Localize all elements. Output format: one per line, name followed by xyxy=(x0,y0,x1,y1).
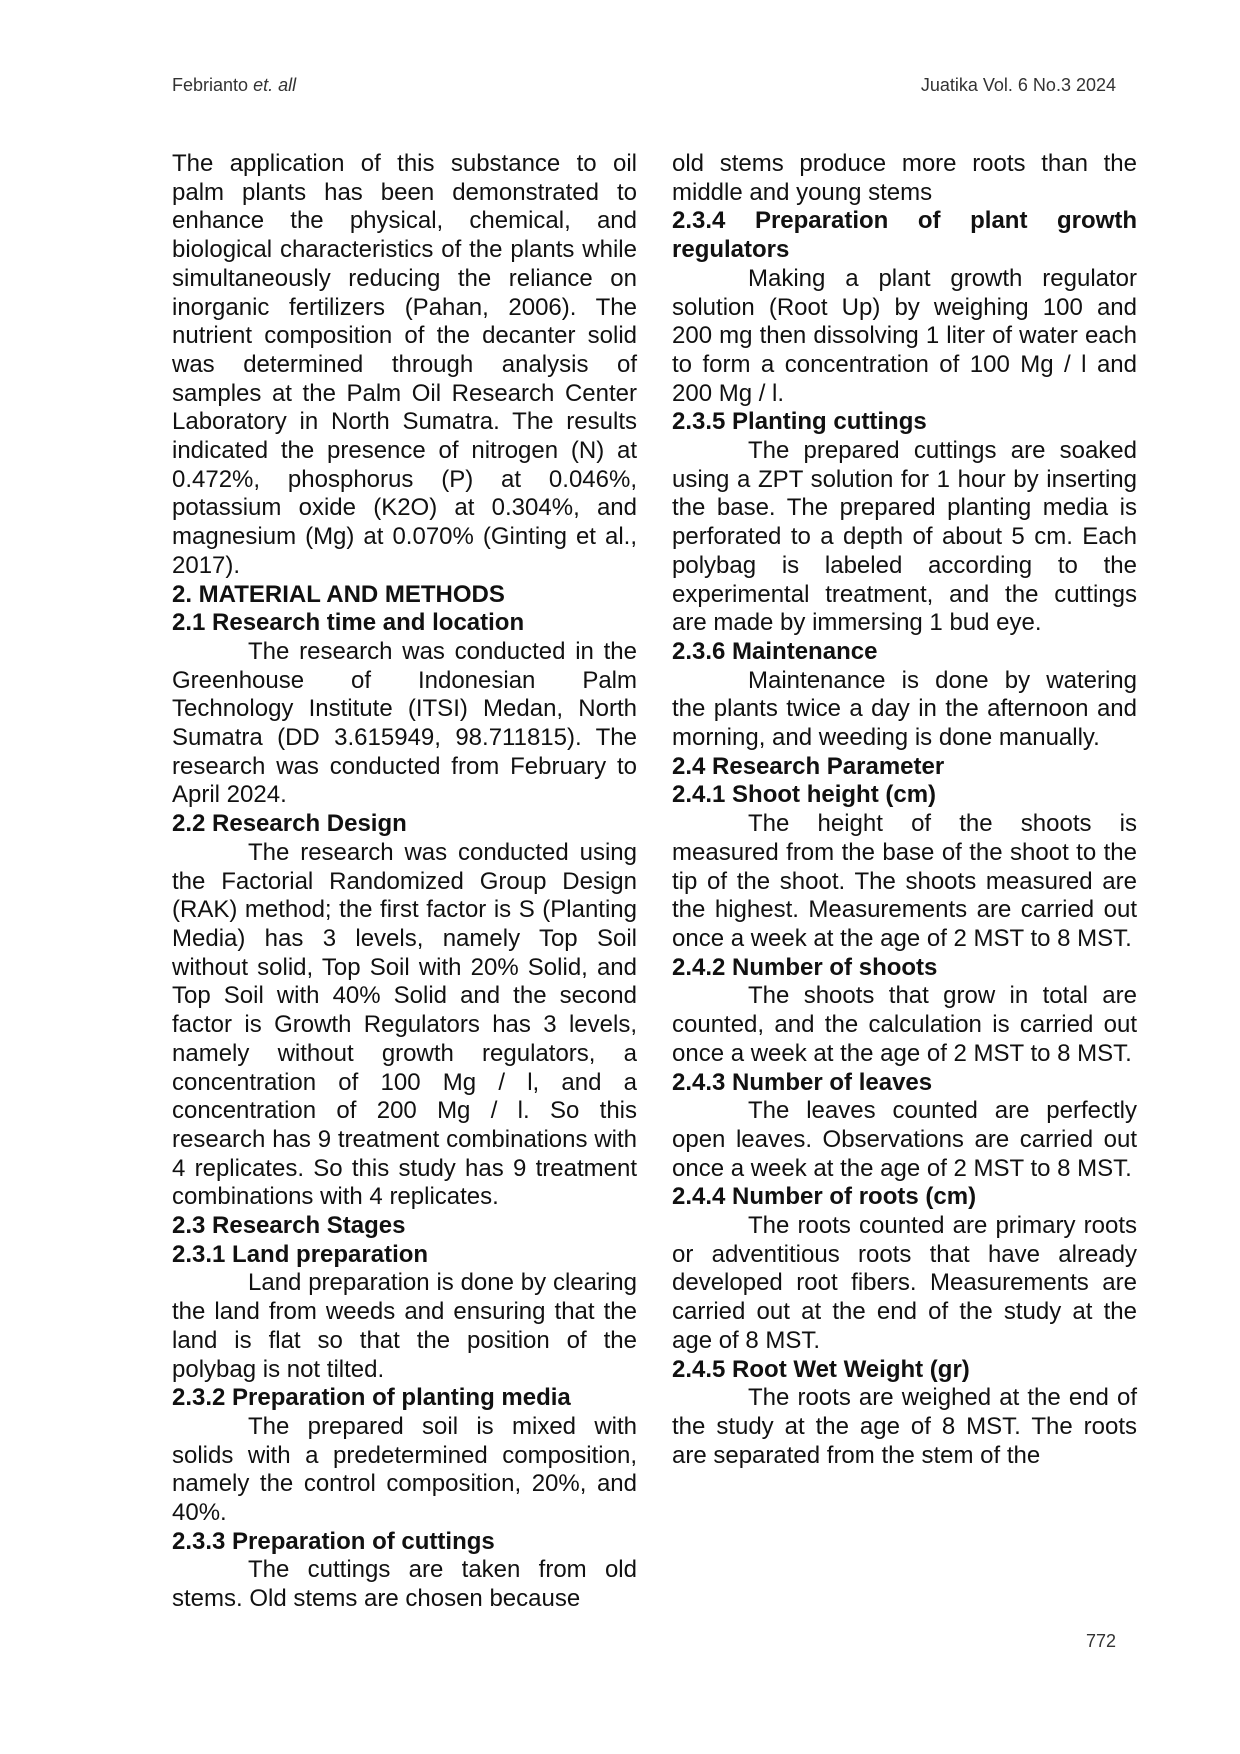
right-column xyxy=(672,150,1137,1470)
paragraph-2-4-1: The height of the shoots is measured from the base of the shoot to the tip of the shoot. The shoots measured are the highest. Measurements are carried out once a week at the age of 2 MST to 8 MST. xyxy=(672,810,1137,952)
subsection-heading-2-4-4: 2.4.4 Number of roots (cm) xyxy=(672,1183,977,1211)
subsection-heading-2-3-1: 2.3.1 Land preparation xyxy=(172,1240,429,1268)
section-heading-methods: 2. MATERIAL AND METHODS xyxy=(172,580,505,608)
subsection-heading-2-3-5: 2.3.5 Planting cuttings xyxy=(672,408,927,436)
running-header-journal: Juatika Vol. 6 No.3 2024 xyxy=(920,75,1116,95)
subsection-heading-2-2: 2.2 Research Design xyxy=(172,810,407,838)
paragraph-2-4-2: The shoots that grow in total are counted, and the calculation is carried out once a week at the age of 2 MST to 8 MST. xyxy=(672,982,1137,1067)
paragraph-2-3-5: The prepared cuttings are soaked using a ZPT solution for 1 hour by inserting the base. The prepared planting media is perforated to a depth of about 5 cm. Each polybag is labeled according to the experimental treatment, and the cuttings are made by immersing 1 bud eye. xyxy=(672,437,1137,637)
paragraph-2-3-2: The prepared soil is mixed with solids with a predetermined composition, namely the control composition, 20%, and 40%. xyxy=(172,1412,637,1527)
paragraph-2-2: The research was conducted using the Factorial Randomized Group Design (RAK) method; the first factor is S (Planting Media) has 3 levels, namely Top Soil without solid, Top Soil with 20% Solid, and Top Soil with 40% Solid and the second factor is Growth Regulators has 3 levels, namely without growth regulators, a concentration of 100 Mg / l, and a concentration of 200 Mg / l. So this research has 9 treatment combinations with 4 replicates. So this study has 9 treatment combinations with 4 replicates. xyxy=(172,838,637,1211)
subsection-heading-2-4-1: 2.4.1 Shoot height (cm) xyxy=(672,781,937,809)
author-name: Febrianto xyxy=(172,75,249,95)
subsection-heading-2-4: 2.4 Research Parameter xyxy=(672,752,945,780)
paragraph-intro: The application of this substance to oil palm plants has been demonstrated to enhance the physical, chemical, and biological characteristics of the plants while simultaneously reducing the reliance on inorganic fertilizers (Pahan, 2006). The nutrient composition of the decanter solid was determined through analysis of samples at the Palm Oil Research Center Laboratory in North Sumatra. The results indicated the presence of nitrogen (N) at 0.472%, phosphorus (P) at 0.046%, potassium oxide (K2O) at 0.304%, and magnesium (Mg) at 0.070% (Ginting et al., 2017). xyxy=(172,150,637,579)
subsection-heading-2-4-5: 2.4.5 Root Wet Weight (gr) xyxy=(672,1355,970,1383)
paragraph-2-1: The research was conducted in the Greenhouse of Indonesian Palm Technology Institute (ITSI) Medan, North Sumatra (DD 3.615949, 98.711815). The research was conducted from February to April 2024. xyxy=(172,637,637,809)
subsection-heading-2-1: 2.1 Research time and location xyxy=(172,609,525,637)
paragraph-2-4-5: The roots are weighed at the end of the study at the age of 8 MST. The roots are separated from the stem of the xyxy=(672,1384,1137,1469)
paragraph-2-3-1: Land preparation is done by clearing the land from weeds and ensuring that the land is flat so that the position of the polybag is not tilted. xyxy=(172,1269,637,1383)
subsection-heading-2-3-2: 2.3.2 Preparation of planting media xyxy=(172,1384,571,1412)
paragraph-2-3-4: Making a plant growth regulator solution (Root Up) by weighing 100 and 200 mg then dissolving 1 liter of water each to form a concentration of 100 Mg / l and 200 Mg / l. xyxy=(672,264,1137,407)
paragraph-2-4-4: The roots counted are primary roots or adventitious roots that have already developed root fibers. Measurements are carried out at the end of the study at the age of 8 MST. xyxy=(672,1212,1137,1354)
left-column xyxy=(172,150,637,1614)
subsection-heading-2-4-3: 2.4.3 Number of leaves xyxy=(672,1068,933,1096)
page-number: 772 xyxy=(1085,1631,1116,1651)
subsection-heading-2-3: 2.3 Research Stages xyxy=(172,1212,406,1240)
paragraph-2-3-6: Maintenance is done by watering the plants twice a day in the afternoon and morning, and weeding is done manually. xyxy=(672,666,1137,752)
subsection-heading-2-3-6: 2.3.6 Maintenance xyxy=(672,637,878,665)
subsection-heading-2-4-2: 2.4.2 Number of shoots xyxy=(672,953,938,981)
paragraph-continued: old stems produce more roots than the middle and young stems xyxy=(672,150,1137,206)
author-suffix: et. all xyxy=(253,75,297,95)
subsection-heading-2-3-4: 2.3.4 Preparation of plant growth regulators xyxy=(672,207,1137,264)
paragraph-2-3-3: The cuttings are taken from old stems. Old stems are chosen because xyxy=(172,1556,637,1613)
subsection-heading-2-3-3: 2.3.3 Preparation of cuttings xyxy=(172,1527,495,1555)
paragraph-2-4-3: The leaves counted are perfectly open leaves. Observations are carried out once a week at the age of 2 MST to 8 MST. xyxy=(672,1097,1137,1182)
running-header-author xyxy=(172,74,296,96)
